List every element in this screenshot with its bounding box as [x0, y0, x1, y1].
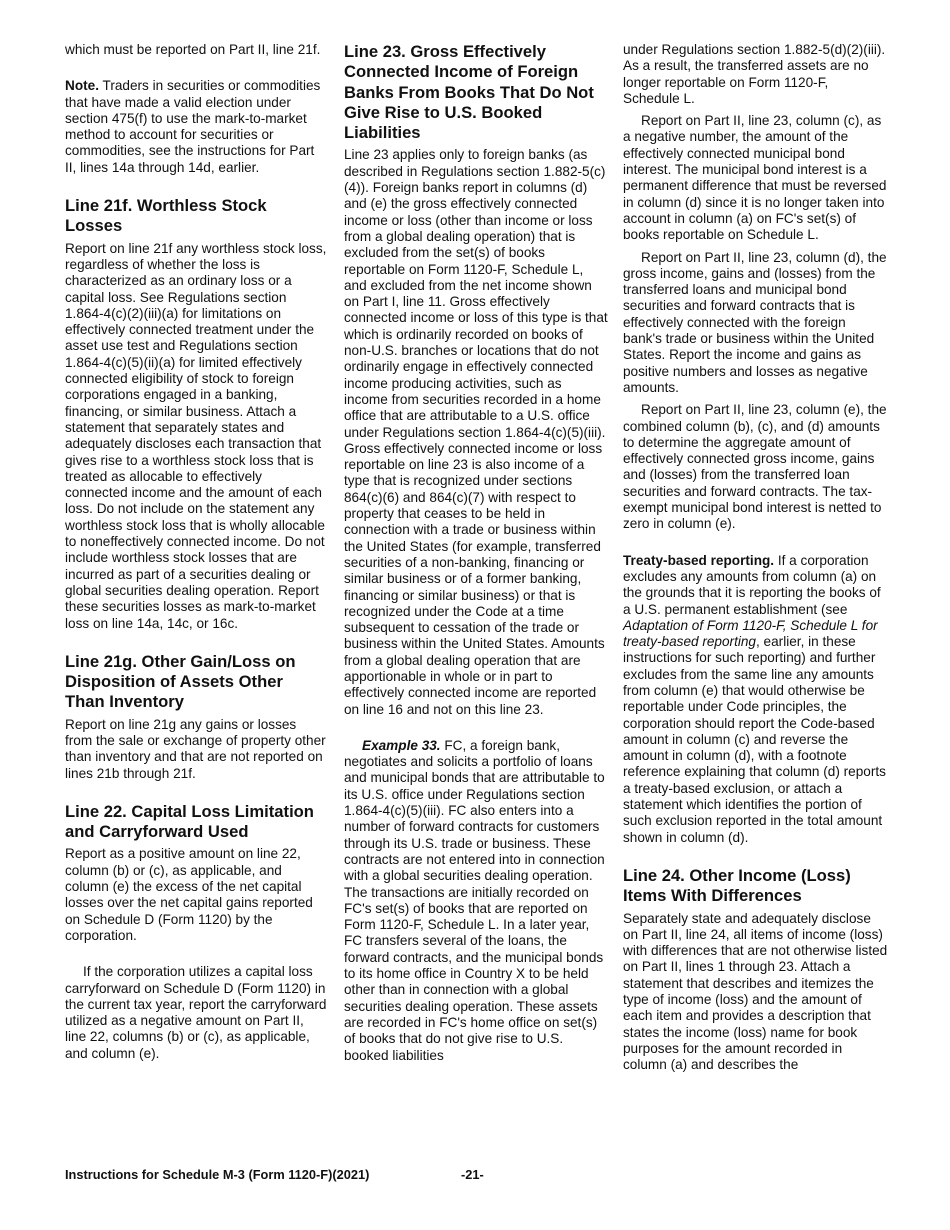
column-1 — [65, 42, 327, 1082]
paragraph-column-e: Report on Part II, line 23, column (e), the combined column (b), (c), and (d) amounts to determine the aggregate amount of effectively connected gross income, gains and (losses) from the transferred loan securities and forward contracts. The tax-exempt municipal bond interest is netted to zero in column (e). — [623, 402, 887, 532]
paragraph-column-c: Report on Part II, line 23, column (c), as a negative number, the amount of the effectively connected municipal bond interest. The municipal bond interest is a permanent difference that must be reversed in column (d) since it is no longer taken into account in column (a) on FC's set(s) of books reportable on Schedule L. — [623, 113, 887, 243]
example-33-text: FC, a foreign bank, negotiates and solicits a portfolio of loans and municipal bonds that are attributable to its U.S. office under Regulations section 1.864-4(c)(5)(iii). FC also enters into a number of forward contracts for customers through its U.S. trade or business. These contracts are not entered into in connection with a global securities dealing operation. The transactions are initially recorded on FC's set(s) of books that are reported on Form 1120-F, Schedule L. In a later year, FC transfers several of the loans, the forward contracts, and the municipal bonds to its home office in Country X to be held other than in connection with a global securities dealing operation. These assets are recorded in FC's home office on set(s) of books that do not give rise to U.S. booked liabilities — [344, 737, 605, 1063]
heading-line-21g: Line 21g. Other Gain/Loss on Disposition of Assets Other Than Inventory — [65, 651, 296, 712]
heading-line-21f: Line 21f. Worthless Stock Losses — [65, 196, 267, 236]
heading-line-24: Line 24. Other Income (Loss) Items With Differences — [623, 865, 851, 906]
paragraph-continued: under Regulations section 1.882-5(d)(2)(iii). As a result, the transferred assets are no longer reportable on Form 1120-F, Schedule L. — [623, 42, 886, 106]
paragraph-line-21f: Report on line 21f any worthless stock loss, regardless of whether the loss is characterized as an ordinary loss or a capital loss. See Regulations section 1.864-4(c)(2)(iii)(a) for limitations on effectively connected treatment under the asset use test and Regulations section 1.864-4(c)(5)(ii)(a) for limited effectively connected eligibility of stock to foreign corporations engaged in a banking, financing, or similar business. Attach a statement that separately states and adequately discloses each transaction that gives rise to a worthless stock loss that is treated as allocable to effectively connected income and the amount of each loss. Do not include on the statement any worthless stock loss that is wholly allocable to noneffectively connected income. Do not include worthless stock losses that are incurred as part of a securities dealing or global securities dealing operation. Report these securities losses as mark-to-market loss on line 14a, 14c, or 16c. — [65, 240, 327, 631]
footer-title: Instructions for Schedule M-3 (Form 1120-F)(2021) — [65, 1167, 370, 1182]
heading-line-23: Line 23. Gross Effectively Connected Income of Foreign Banks From Books That Do Not Give Rise to U.S. Booked Liabilities — [344, 42, 594, 143]
treaty-text-2: , earlier, in these instructions for such reporting) and further excludes from the same line any amounts from column (e) that would otherwise be reportable under Code principles, the corporation should report the Code-based amount in column (c) and reverse the amount in column (d), with a footnote reference explaining that column (d) reports a treaty-based exclusion, or attach a statement which identifies the portion of such exclusion reported in the total amount shown in column (d). — [623, 634, 886, 845]
note-label: Note. — [65, 78, 99, 94]
treaty-paragraph — [623, 553, 888, 846]
paragraph-line-22a: Report as a positive amount on line 22, column (b) or (c), as applicable, and column (e) the excess of the net capital losses over the net capital gains reported on Schedule D (Form 1120) by the corporation. — [65, 846, 313, 943]
treaty-label: Treaty-based reporting. — [623, 552, 775, 568]
example-33-label: Example 33. — [362, 737, 441, 753]
page-number: -21- — [461, 1167, 484, 1182]
example-33-paragraph — [344, 738, 609, 1064]
note-paragraph — [65, 78, 327, 176]
heading-line-22: Line 22. Capital Loss Limitation and Carryforward Used — [65, 801, 314, 842]
paragraph-column-d: Report on Part II, line 23, column (d), the gross income, gains and (losses) from the transferred loans and municipal bond securities and forward contracts that is effectively connected with the foreign bank's trade or business within the United States. Report the income and gains as positive numbers and losses as negative amounts. — [623, 249, 887, 395]
page-footer — [65, 1167, 888, 1187]
paragraph-line-21g: Report on line 21g any gains or losses from the sale or exchange of property other than inventory and that are not reported on lines 21b through 21f. — [65, 716, 326, 781]
column-3 — [623, 42, 888, 1094]
paragraph-line-24: Separately state and adequately disclose on Part II, line 24, all items of income (loss) with differences that are not otherwise listed on Part II, lines 1 through 23. Attach a statement that describes and itemizes the type of income (loss) and the amount of each item and provides a description that states the income (loss) name for book purposes for the amount recorded in column (a) and describes the — [623, 910, 888, 1073]
paragraph-continued: which must be reported on Part II, line 21f. — [65, 42, 321, 57]
treaty-text-1: If a corporation excludes any amounts from column (a) on the grounds that it is reporting the books of a U.S. permanent establishment (see — [623, 552, 881, 617]
note-text: Traders in securities or commodities that have made a valid election under section 475(f) to use the mark-to-market method to account for securities or commodities, see the instructions for Part II, lines 14a through 14d, earlier. — [65, 78, 321, 175]
paragraph-line-23: Line 23 applies only to foreign banks (as described in Regulations section 1.882-5(c)(4)). Foreign banks report in columns (d) and (e) the gross effectively connected income or loss (other than income or loss from a global dealing operation) that is excluded from the set(s) of books reportable on Form 1120-F, Schedule L, and excluded from the net income shown on Part I, line 11. Gross effectively connected income or loss of this type is that which is ordinarily recorded on books of non-U.S. branches or locations that do not ordinarily engage in effectively connected income producing activities, such as income from securities recorded in a home office that are attributable to a U.S. office under Regulations section 1.864-4(c)(5)(iii). Gross effectively connected income or loss reportable on line 23 is also income of a type that is recognized under sections 864(c)(6) and 864(c)(7) with respect to property that ceases to be held in connection with a trade or business within the United States (for example, transferred securities of a non-banking, financing or similar business or of a former banking, financing or similar business) or that is recognized under the Code at a time subsequent to cessation of the trade or business within the United States. Amounts from a global dealing operation that are apportionable in whole or in part to effectively connected income are reported on line 16 and not on this line 23. — [344, 147, 608, 717]
paragraph-line-22b: If the corporation utilizes a capital loss carryforward on Schedule D (Form 1120) in the current tax year, report the carryforward utilized as a negative amount on Part II, line 22, columns (b) or (c), as applicable, and column (e). — [65, 964, 327, 1061]
column-2 — [344, 42, 609, 1084]
treaty-italic-ref: Adaptation of Form 1120-F, Schedule L for treaty-based reporting — [623, 617, 878, 650]
